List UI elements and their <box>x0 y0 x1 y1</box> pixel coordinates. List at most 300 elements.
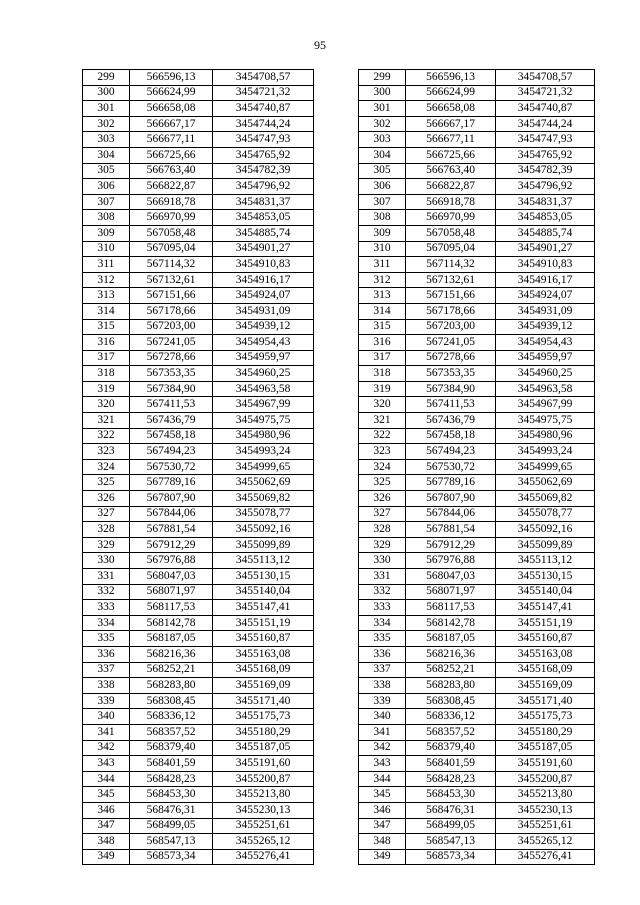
y-coordinate-cell: 3455113,12 <box>496 553 595 569</box>
y-coordinate-cell: 3455113,12 <box>213 553 314 569</box>
point-number-cell: 311 <box>359 257 406 273</box>
y-coordinate-cell: 3455191,60 <box>213 756 314 772</box>
table-row <box>83 631 314 647</box>
x-coordinate-cell: 567912,29 <box>406 537 496 553</box>
point-number-cell: 337 <box>359 662 406 678</box>
point-number-cell: 328 <box>83 522 130 538</box>
x-coordinate-cell: 566624,99 <box>406 85 496 101</box>
x-coordinate-cell: 566667,17 <box>130 116 213 132</box>
y-coordinate-cell: 3455099,89 <box>213 537 314 553</box>
y-coordinate-cell: 3454975,75 <box>213 413 314 429</box>
x-coordinate-cell: 568283,80 <box>130 678 213 694</box>
point-number-cell: 305 <box>359 163 406 179</box>
coordinates-table-right <box>358 69 595 865</box>
x-coordinate-cell: 567132,61 <box>406 272 496 288</box>
y-coordinate-cell: 3454853,05 <box>213 210 314 226</box>
x-coordinate-cell: 568308,45 <box>406 693 496 709</box>
x-coordinate-cell: 566725,66 <box>130 147 213 163</box>
point-number-cell: 332 <box>83 584 130 600</box>
table-row <box>359 569 595 585</box>
table-row <box>359 693 595 709</box>
table-row <box>359 413 595 429</box>
x-coordinate-cell: 567114,32 <box>406 257 496 273</box>
table-row <box>359 646 595 662</box>
x-coordinate-cell: 567203,00 <box>130 319 213 335</box>
y-coordinate-cell: 3454960,25 <box>496 366 595 382</box>
point-number-cell: 320 <box>83 397 130 413</box>
x-coordinate-cell: 567278,66 <box>406 350 496 366</box>
point-number-cell: 318 <box>83 366 130 382</box>
table-row <box>359 444 595 460</box>
point-number-cell: 308 <box>83 210 130 226</box>
table-row <box>359 288 595 304</box>
table-row <box>359 116 595 132</box>
y-coordinate-cell: 3454744,24 <box>496 116 595 132</box>
table-row <box>359 459 595 475</box>
table-row <box>83 756 314 772</box>
table-row <box>83 662 314 678</box>
table-row <box>83 272 314 288</box>
table-row <box>359 662 595 678</box>
table-row <box>83 85 314 101</box>
table-row <box>83 459 314 475</box>
y-coordinate-cell: 3455265,12 <box>496 834 595 850</box>
table-row <box>83 740 314 756</box>
point-number-cell: 335 <box>83 631 130 647</box>
x-coordinate-cell: 568379,40 <box>130 740 213 756</box>
point-number-cell: 349 <box>83 849 130 865</box>
table-row <box>83 132 314 148</box>
coordinates-table-body <box>359 70 595 865</box>
x-coordinate-cell: 567384,90 <box>130 381 213 397</box>
point-number-cell: 301 <box>359 101 406 117</box>
y-coordinate-cell: 3454747,93 <box>496 132 595 148</box>
y-coordinate-cell: 3454721,32 <box>213 85 314 101</box>
y-coordinate-cell: 3455151,19 <box>213 615 314 631</box>
point-number-cell: 328 <box>359 522 406 538</box>
coordinates-table-body <box>83 70 314 865</box>
y-coordinate-cell: 3455180,29 <box>213 724 314 740</box>
table-row <box>359 101 595 117</box>
point-number-cell: 311 <box>83 257 130 273</box>
y-coordinate-cell: 3454796,92 <box>496 179 595 195</box>
y-coordinate-cell: 3455130,15 <box>496 569 595 585</box>
table-row <box>359 132 595 148</box>
point-number-cell: 299 <box>83 70 130 86</box>
x-coordinate-cell: 567384,90 <box>406 381 496 397</box>
x-coordinate-cell: 567132,61 <box>130 272 213 288</box>
point-number-cell: 314 <box>359 303 406 319</box>
point-number-cell: 325 <box>359 475 406 491</box>
table-row <box>83 693 314 709</box>
y-coordinate-cell: 3455130,15 <box>213 569 314 585</box>
table-row <box>83 179 314 195</box>
table-row <box>359 678 595 694</box>
x-coordinate-cell: 567095,04 <box>406 241 496 257</box>
y-coordinate-cell: 3454831,37 <box>213 194 314 210</box>
x-coordinate-cell: 566822,87 <box>130 179 213 195</box>
y-coordinate-cell: 3454916,17 <box>496 272 595 288</box>
y-coordinate-cell: 3455078,77 <box>213 506 314 522</box>
y-coordinate-cell: 3454853,05 <box>496 210 595 226</box>
table-row <box>359 241 595 257</box>
x-coordinate-cell: 566763,40 <box>130 163 213 179</box>
x-coordinate-cell: 566763,40 <box>406 163 496 179</box>
y-coordinate-cell: 3454975,75 <box>496 413 595 429</box>
y-coordinate-cell: 3454954,43 <box>213 335 314 351</box>
point-number-cell: 327 <box>359 506 406 522</box>
table-row <box>83 70 314 86</box>
table-row <box>359 366 595 382</box>
table-row <box>359 179 595 195</box>
y-coordinate-cell: 3454782,39 <box>213 163 314 179</box>
point-number-cell: 313 <box>83 288 130 304</box>
point-number-cell: 316 <box>359 335 406 351</box>
table-row <box>359 272 595 288</box>
table-row <box>83 257 314 273</box>
x-coordinate-cell: 566725,66 <box>406 147 496 163</box>
x-coordinate-cell: 567151,66 <box>406 288 496 304</box>
point-number-cell: 299 <box>359 70 406 86</box>
y-coordinate-cell: 3455276,41 <box>213 849 314 865</box>
point-number-cell: 312 <box>83 272 130 288</box>
y-coordinate-cell: 3455230,13 <box>496 802 595 818</box>
y-coordinate-cell: 3455168,09 <box>213 662 314 678</box>
x-coordinate-cell: 567844,06 <box>130 506 213 522</box>
y-coordinate-cell: 3454993,24 <box>496 444 595 460</box>
x-coordinate-cell: 567241,05 <box>130 335 213 351</box>
point-number-cell: 348 <box>83 834 130 850</box>
x-coordinate-cell: 567241,05 <box>406 335 496 351</box>
point-number-cell: 338 <box>359 678 406 694</box>
point-number-cell: 304 <box>83 147 130 163</box>
x-coordinate-cell: 567807,90 <box>406 491 496 507</box>
point-number-cell: 322 <box>359 428 406 444</box>
y-coordinate-cell: 3455169,09 <box>213 678 314 694</box>
x-coordinate-cell: 568283,80 <box>406 678 496 694</box>
point-number-cell: 341 <box>83 724 130 740</box>
point-number-cell: 300 <box>359 85 406 101</box>
y-coordinate-cell: 3455276,41 <box>496 849 595 865</box>
point-number-cell: 310 <box>359 241 406 257</box>
point-number-cell: 308 <box>359 210 406 226</box>
y-coordinate-cell: 3455251,61 <box>496 818 595 834</box>
point-number-cell: 323 <box>83 444 130 460</box>
table-row <box>83 724 314 740</box>
page-number: 95 <box>314 38 326 52</box>
y-coordinate-cell: 3454967,99 <box>496 397 595 413</box>
y-coordinate-cell: 3454999,65 <box>496 459 595 475</box>
point-number-cell: 330 <box>359 553 406 569</box>
y-coordinate-cell: 3455069,82 <box>496 491 595 507</box>
y-coordinate-cell: 3454939,12 <box>496 319 595 335</box>
x-coordinate-cell: 568187,05 <box>406 631 496 647</box>
point-number-cell: 325 <box>83 475 130 491</box>
x-coordinate-cell: 568547,13 <box>406 834 496 850</box>
y-coordinate-cell: 3454747,93 <box>213 132 314 148</box>
table-row <box>83 849 314 865</box>
table-row <box>83 553 314 569</box>
point-number-cell: 301 <box>83 101 130 117</box>
y-coordinate-cell: 3454980,96 <box>496 428 595 444</box>
point-number-cell: 342 <box>83 740 130 756</box>
table-row <box>359 787 595 803</box>
point-number-cell: 331 <box>83 569 130 585</box>
table-row <box>83 444 314 460</box>
table-row <box>359 756 595 772</box>
y-coordinate-cell: 3455078,77 <box>496 506 595 522</box>
table-row <box>359 553 595 569</box>
y-coordinate-cell: 3455251,61 <box>213 818 314 834</box>
y-coordinate-cell: 3455160,87 <box>496 631 595 647</box>
point-number-cell: 330 <box>83 553 130 569</box>
table-row <box>359 771 595 787</box>
table-row <box>359 600 595 616</box>
table-row <box>83 335 314 351</box>
table-row <box>83 288 314 304</box>
x-coordinate-cell: 568379,40 <box>406 740 496 756</box>
y-coordinate-cell: 3454901,27 <box>213 241 314 257</box>
x-coordinate-cell: 567436,79 <box>406 413 496 429</box>
x-coordinate-cell: 567494,23 <box>406 444 496 460</box>
x-coordinate-cell: 568476,31 <box>406 802 496 818</box>
point-number-cell: 319 <box>83 381 130 397</box>
x-coordinate-cell: 568117,53 <box>406 600 496 616</box>
x-coordinate-cell: 567178,66 <box>406 303 496 319</box>
point-number-cell: 319 <box>359 381 406 397</box>
x-coordinate-cell: 568401,59 <box>406 756 496 772</box>
point-number-cell: 342 <box>359 740 406 756</box>
y-coordinate-cell: 3455163,08 <box>213 646 314 662</box>
y-coordinate-cell: 3455151,19 <box>496 615 595 631</box>
x-coordinate-cell: 568428,23 <box>406 771 496 787</box>
y-coordinate-cell: 3454963,58 <box>496 381 595 397</box>
x-coordinate-cell: 567058,48 <box>406 225 496 241</box>
point-number-cell: 314 <box>83 303 130 319</box>
x-coordinate-cell: 566658,08 <box>406 101 496 117</box>
table-row <box>83 569 314 585</box>
y-coordinate-cell: 3454885,74 <box>496 225 595 241</box>
point-number-cell: 326 <box>83 491 130 507</box>
point-number-cell: 331 <box>359 569 406 585</box>
point-number-cell: 321 <box>359 413 406 429</box>
table-row <box>359 303 595 319</box>
y-coordinate-cell: 3455069,82 <box>213 491 314 507</box>
y-coordinate-cell: 3455213,80 <box>213 787 314 803</box>
point-number-cell: 348 <box>359 834 406 850</box>
x-coordinate-cell: 567789,16 <box>406 475 496 491</box>
point-number-cell: 309 <box>83 225 130 241</box>
x-coordinate-cell: 566677,11 <box>130 132 213 148</box>
table-row <box>83 163 314 179</box>
table-row <box>359 818 595 834</box>
table-row <box>359 257 595 273</box>
x-coordinate-cell: 568071,97 <box>406 584 496 600</box>
point-number-cell: 302 <box>83 116 130 132</box>
table-row <box>83 428 314 444</box>
point-number-cell: 332 <box>359 584 406 600</box>
x-coordinate-cell: 567436,79 <box>130 413 213 429</box>
table-row <box>359 849 595 865</box>
point-number-cell: 344 <box>83 771 130 787</box>
x-coordinate-cell: 568336,12 <box>130 709 213 725</box>
table-row <box>83 319 314 335</box>
table-row <box>83 709 314 725</box>
point-number-cell: 340 <box>83 709 130 725</box>
y-coordinate-cell: 3455147,41 <box>496 600 595 616</box>
point-number-cell: 300 <box>83 85 130 101</box>
point-number-cell: 303 <box>359 132 406 148</box>
y-coordinate-cell: 3454999,65 <box>213 459 314 475</box>
table-row <box>359 163 595 179</box>
table-row <box>83 241 314 257</box>
point-number-cell: 313 <box>359 288 406 304</box>
point-number-cell: 347 <box>83 818 130 834</box>
x-coordinate-cell: 568252,21 <box>406 662 496 678</box>
y-coordinate-cell: 3455168,09 <box>496 662 595 678</box>
y-coordinate-cell: 3455200,87 <box>213 771 314 787</box>
table-row <box>359 350 595 366</box>
x-coordinate-cell: 568428,23 <box>130 771 213 787</box>
point-number-cell: 306 <box>83 179 130 195</box>
point-number-cell: 344 <box>359 771 406 787</box>
table-row <box>359 70 595 86</box>
table-row <box>83 397 314 413</box>
table-row <box>359 724 595 740</box>
point-number-cell: 339 <box>359 693 406 709</box>
x-coordinate-cell: 568117,53 <box>130 600 213 616</box>
point-number-cell: 310 <box>83 241 130 257</box>
point-number-cell: 322 <box>83 428 130 444</box>
x-coordinate-cell: 568453,30 <box>130 787 213 803</box>
y-coordinate-cell: 3455062,69 <box>213 475 314 491</box>
y-coordinate-cell: 3455191,60 <box>496 756 595 772</box>
x-coordinate-cell: 568047,03 <box>406 569 496 585</box>
y-coordinate-cell: 3454782,39 <box>496 163 595 179</box>
y-coordinate-cell: 3455187,05 <box>496 740 595 756</box>
table-row <box>359 319 595 335</box>
x-coordinate-cell: 567494,23 <box>130 444 213 460</box>
x-coordinate-cell: 566970,99 <box>130 210 213 226</box>
y-coordinate-cell: 3455200,87 <box>496 771 595 787</box>
y-coordinate-cell: 3454959,97 <box>213 350 314 366</box>
point-number-cell: 318 <box>359 366 406 382</box>
y-coordinate-cell: 3454740,87 <box>213 101 314 117</box>
x-coordinate-cell: 568573,34 <box>130 849 213 865</box>
point-number-cell: 306 <box>359 179 406 195</box>
point-number-cell: 312 <box>359 272 406 288</box>
table-row <box>83 147 314 163</box>
x-coordinate-cell: 568499,05 <box>130 818 213 834</box>
y-coordinate-cell: 3454963,58 <box>213 381 314 397</box>
y-coordinate-cell: 3455099,89 <box>496 537 595 553</box>
x-coordinate-cell: 568357,52 <box>130 724 213 740</box>
x-coordinate-cell: 567881,54 <box>406 522 496 538</box>
x-coordinate-cell: 566667,17 <box>406 116 496 132</box>
y-coordinate-cell: 3454765,92 <box>213 147 314 163</box>
table-row <box>359 397 595 413</box>
table-row <box>83 615 314 631</box>
point-number-cell: 336 <box>83 646 130 662</box>
x-coordinate-cell: 567844,06 <box>406 506 496 522</box>
y-coordinate-cell: 3454910,83 <box>213 257 314 273</box>
point-number-cell: 317 <box>359 350 406 366</box>
table-row <box>83 194 314 210</box>
x-coordinate-cell: 567789,16 <box>130 475 213 491</box>
y-coordinate-cell: 3454916,17 <box>213 272 314 288</box>
y-coordinate-cell: 3455140,04 <box>213 584 314 600</box>
x-coordinate-cell: 567807,90 <box>130 491 213 507</box>
point-number-cell: 315 <box>83 319 130 335</box>
x-coordinate-cell: 566918,78 <box>130 194 213 210</box>
point-number-cell: 307 <box>359 194 406 210</box>
point-number-cell: 346 <box>83 802 130 818</box>
x-coordinate-cell: 568142,78 <box>406 615 496 631</box>
y-coordinate-cell: 3455160,87 <box>213 631 314 647</box>
point-number-cell: 345 <box>83 787 130 803</box>
y-coordinate-cell: 3455230,13 <box>213 802 314 818</box>
table-row <box>83 210 314 226</box>
x-coordinate-cell: 568476,31 <box>130 802 213 818</box>
y-coordinate-cell: 3454924,07 <box>213 288 314 304</box>
table-row <box>83 584 314 600</box>
y-coordinate-cell: 3454708,57 <box>496 70 595 86</box>
table-row <box>359 537 595 553</box>
table-row <box>83 350 314 366</box>
y-coordinate-cell: 3454959,97 <box>496 350 595 366</box>
point-number-cell: 343 <box>359 756 406 772</box>
x-coordinate-cell: 567458,18 <box>130 428 213 444</box>
x-coordinate-cell: 568336,12 <box>406 709 496 725</box>
x-coordinate-cell: 568499,05 <box>406 818 496 834</box>
table-row <box>83 818 314 834</box>
table-row <box>83 225 314 241</box>
table-row <box>83 303 314 319</box>
x-coordinate-cell: 568216,36 <box>406 646 496 662</box>
x-coordinate-cell: 567151,66 <box>130 288 213 304</box>
x-coordinate-cell: 566624,99 <box>130 85 213 101</box>
table-row <box>83 802 314 818</box>
point-number-cell: 340 <box>359 709 406 725</box>
table-row <box>359 475 595 491</box>
y-coordinate-cell: 3454993,24 <box>213 444 314 460</box>
x-coordinate-cell: 568357,52 <box>406 724 496 740</box>
point-number-cell: 339 <box>83 693 130 709</box>
point-number-cell: 323 <box>359 444 406 460</box>
table-row <box>359 381 595 397</box>
table-row <box>83 834 314 850</box>
x-coordinate-cell: 568142,78 <box>130 615 213 631</box>
table-row <box>359 210 595 226</box>
x-coordinate-cell: 568252,21 <box>130 662 213 678</box>
point-number-cell: 302 <box>359 116 406 132</box>
point-number-cell: 324 <box>83 459 130 475</box>
x-coordinate-cell: 567203,00 <box>406 319 496 335</box>
x-coordinate-cell: 566677,11 <box>406 132 496 148</box>
point-number-cell: 309 <box>359 225 406 241</box>
table-row <box>83 491 314 507</box>
x-coordinate-cell: 567114,32 <box>130 257 213 273</box>
y-coordinate-cell: 3454910,83 <box>496 257 595 273</box>
table-row <box>359 802 595 818</box>
x-coordinate-cell: 568308,45 <box>130 693 213 709</box>
point-number-cell: 303 <box>83 132 130 148</box>
point-number-cell: 315 <box>359 319 406 335</box>
x-coordinate-cell: 567411,53 <box>406 397 496 413</box>
table-row <box>359 506 595 522</box>
x-coordinate-cell: 568453,30 <box>406 787 496 803</box>
table-row <box>83 646 314 662</box>
